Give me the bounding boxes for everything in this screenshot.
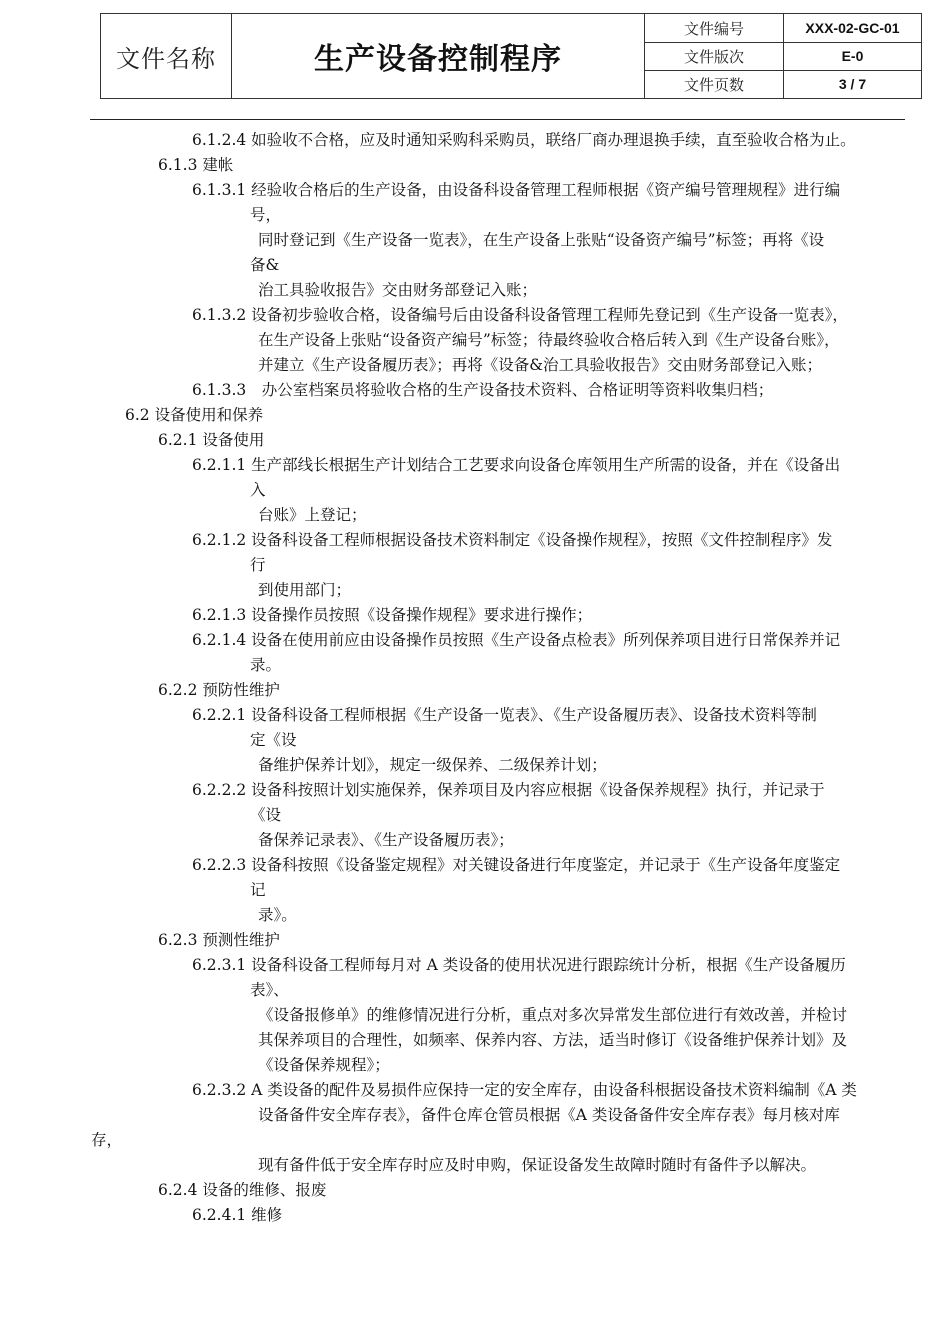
meta-row-page-count [645, 70, 921, 98]
body-line: 录》。 [258, 906, 297, 924]
body-line: 6.2.3.1 设备科设备工程师每月对 A 类设备的使用状况进行跟踪统计分析，根据《生产设备履历 [192, 956, 846, 974]
section-heading: 6.2.2 预防性维护 [158, 681, 280, 699]
meta-value: 3 / 7 [838, 76, 867, 92]
body-line: 到使用部门； [258, 581, 352, 599]
document-header-table [100, 13, 922, 99]
body-line: 行 [250, 556, 266, 574]
body-line: 入 [250, 481, 266, 499]
body-line: 6.2.3.2 A 类设备的配件及易损件应保持一定的安全库存，由设备科根据设备技术资料编制《A 类 [192, 1081, 857, 1099]
body-line: 《设备报修单》的维修情况进行分析，重点对多次异常发生部位进行有效改善，并检讨 [258, 1006, 848, 1024]
body-line: 6.2.1.3 设备操作员按照《设备操作规程》要求进行操作； [192, 606, 593, 624]
meta-key: 文件页数 [645, 70, 784, 98]
body-line: 现有备件低于安全库存时应及时申购，保证设备发生故障时随时有备件予以解决。 [258, 1156, 817, 1174]
section-heading: 6.2.1 设备使用 [158, 431, 265, 449]
body-line: 6.1.3.2 设备初步验收合格，设备编号后由设备科设备管理工程师先登记到《生产设备一览表》， [192, 306, 848, 324]
body-line: 6.2.2.2 设备科按照计划实施保养，保养项目及内容应根据《设备保养规程》执行，并记录于 [192, 781, 825, 799]
header-divider [90, 119, 905, 120]
body-line: 并建立《生产设备履历表》；再将《设备&治工具验收报告》交由财务部登记入账； [258, 356, 823, 374]
meta-key: 文件编号 [645, 14, 784, 42]
meta-key: 文件版次 [645, 42, 784, 70]
document-title: 生产设备控制程序 [232, 14, 645, 98]
body-line: 台账》上登记； [258, 506, 367, 524]
body-line: 治工具验收报告》交由财务部登记入账； [258, 281, 538, 299]
body-line: 其保养项目的合理性，如频率、保养内容、方法，适当时修订《设备维护保养计划》及 [258, 1031, 848, 1049]
body-line: 同时登记到《生产设备一览表》，在生产设备上张贴“设备资产编号”标签；再将《设 [258, 231, 825, 249]
body-line: 存， [91, 1131, 123, 1149]
meta-value: E-0 [841, 48, 864, 64]
body-line: 号， [250, 206, 282, 224]
section-heading: 6.2.3 预测性维护 [158, 931, 280, 949]
section-heading: 6.2.4 设备的维修、报废 [158, 1181, 327, 1199]
body-line: 6.2.2.1 设备科设备工程师根据《生产设备一览表》、《生产设备履历表》、设备技术资料等制 [192, 706, 817, 724]
body-line: 6.2.1.4 设备在使用前应由设备操作员按照《生产设备点检表》所列保养项目进行日常保养并记 [192, 631, 841, 649]
document-name-label: 文件名称 [101, 14, 232, 98]
body-line: 6.2.4.1 维修 [192, 1206, 283, 1224]
body-line: 6.1.3.3 办公室档案员将验收合格的生产设备技术资料、合格证明等资料收集归档； [192, 381, 774, 399]
meta-row-doc-number [645, 14, 921, 43]
body-line: 6.1.3.1 经验收合格后的生产设备，由设备科设备管理工程师根据《资产编号管理规程》进行编 [192, 181, 841, 199]
body-line: 《设 [250, 806, 282, 824]
meta-value: XXX-02-GC-01 [805, 20, 900, 36]
body-line: 记 [250, 881, 266, 899]
section-heading: 6.1.3 建帐 [158, 156, 234, 174]
body-line: 《设备保养规程》； [258, 1056, 390, 1074]
body-line: 表》、 [250, 981, 289, 999]
body-line: 6.2.1.1 生产部线长根据生产计划结合工艺要求向设备仓库领用生产所需的设备，并在《设备出 [192, 456, 841, 474]
meta-row-doc-version [645, 42, 921, 71]
body-line: 在生产设备上张贴“设备资产编号”标签；待最终验收合格后转入到《生产设备台账》， [258, 331, 840, 349]
body-line: 定《设 [250, 731, 297, 749]
section-heading: 6.2 设备使用和保养 [125, 406, 264, 424]
body-line: 6.2.2.3 设备科按照《设备鉴定规程》对关键设备进行年度鉴定，并记录于《生产设备年度鉴定 [192, 856, 841, 874]
body-line: 备& [250, 256, 280, 274]
body-line: 录。 [250, 656, 282, 674]
body-line: 备维护保养计划》，规定一级保养、二级保养计划； [258, 756, 607, 774]
body-line: 6.2.1.2 设备科设备工程师根据设备技术资料制定《设备操作规程》，按照《文件控制程序》发 [192, 531, 833, 549]
body-line: 备保养记录表》、《生产设备履历表》； [258, 831, 514, 849]
body-line: 设备备件安全库存表》，备件仓库仓管员根据《A 类设备备件安全库存表》每月核对库 [258, 1106, 840, 1124]
body-line: 6.1.2.4 如验收不合格，应及时通知采购科采购员，联络厂商办理退换手续，直至验收合格为止。 [192, 131, 856, 149]
